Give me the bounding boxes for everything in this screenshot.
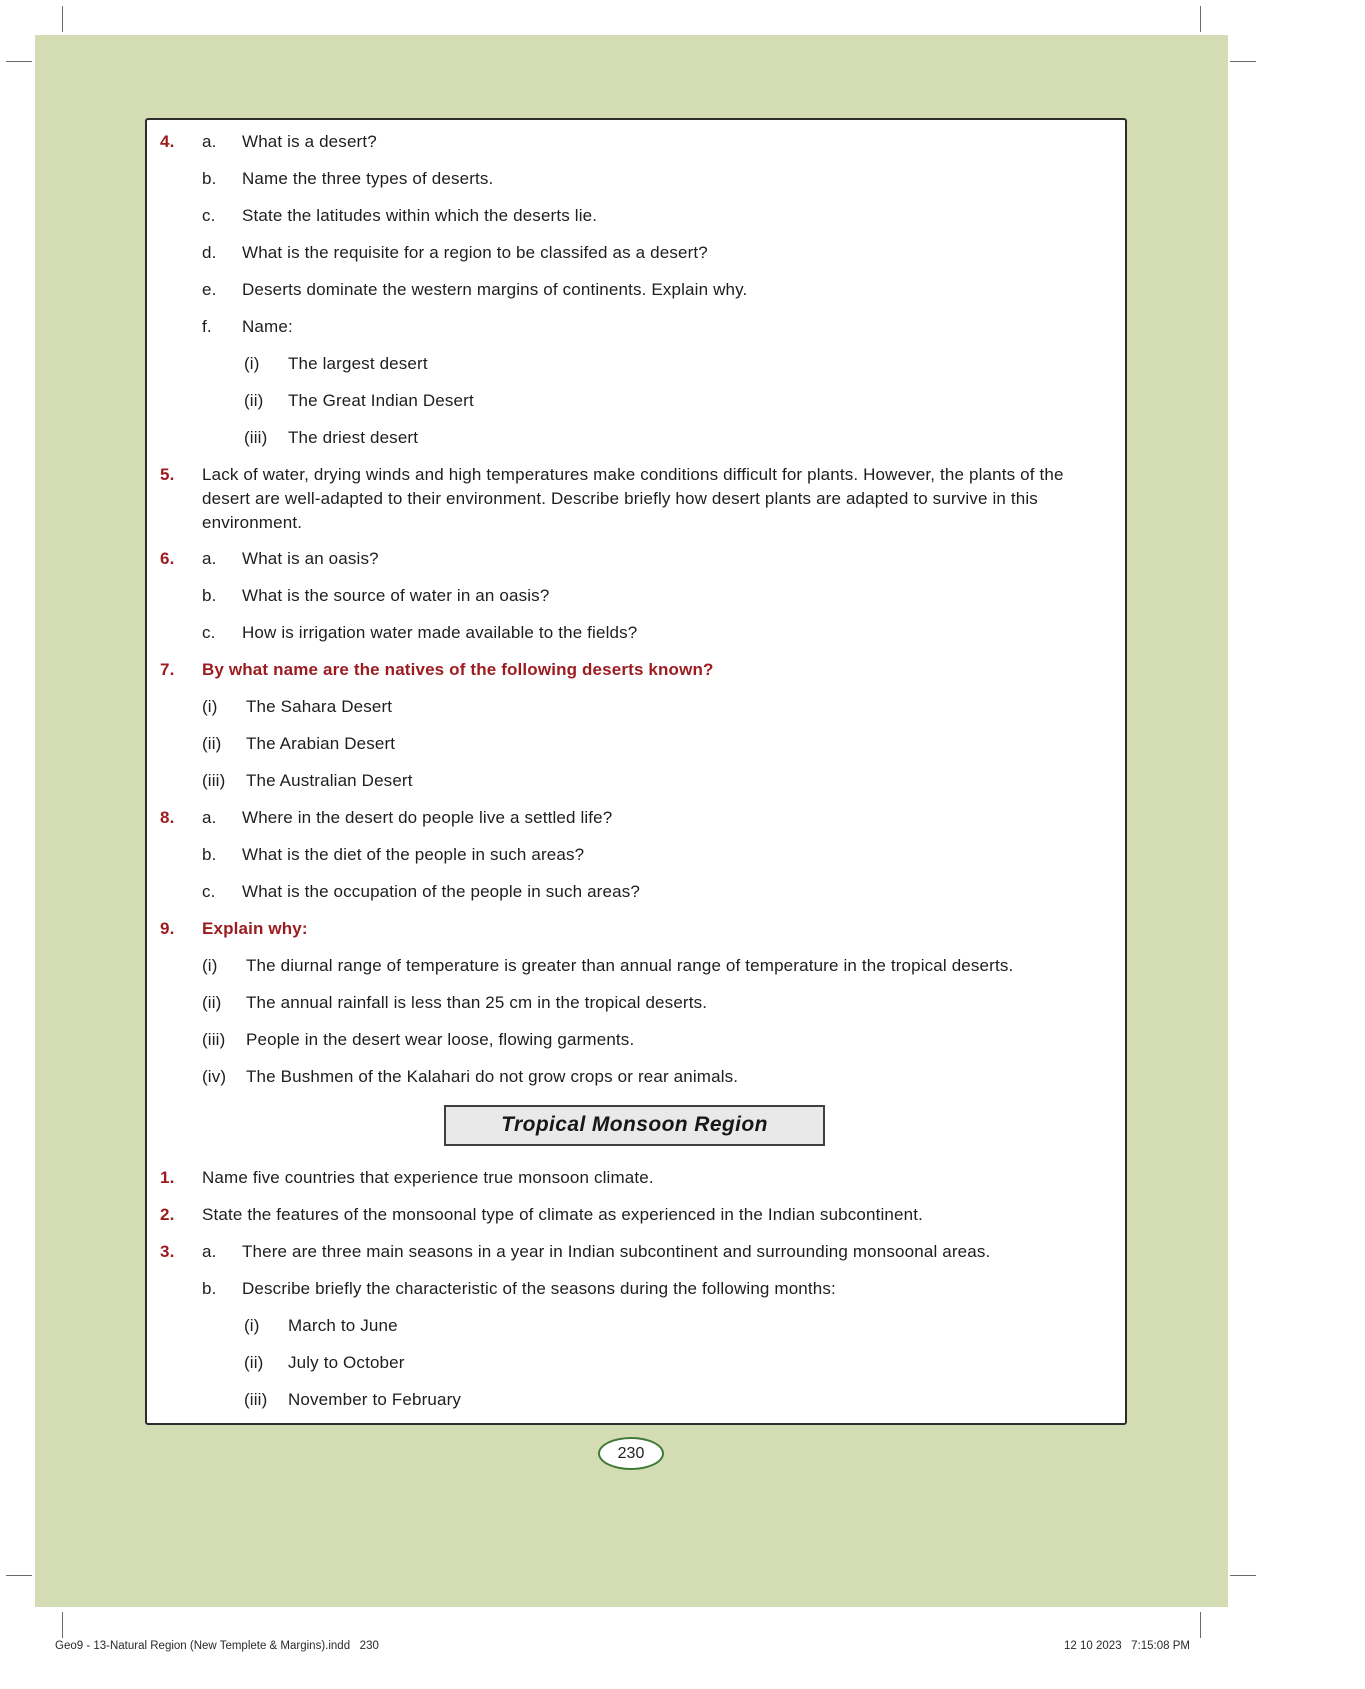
question-row bbox=[160, 1277, 1109, 1301]
question-number: 1. bbox=[160, 1168, 175, 1188]
question-row bbox=[160, 658, 1109, 682]
question-row bbox=[160, 621, 1109, 645]
question-text: July to October bbox=[288, 1353, 405, 1373]
question-letter: c. bbox=[202, 623, 216, 643]
question-row bbox=[160, 1388, 1109, 1412]
question-letter: b. bbox=[202, 586, 217, 606]
question-roman: (iii) bbox=[202, 1030, 226, 1050]
question-text: The Bushmen of the Kalahari do not grow crops or rear animals. bbox=[246, 1067, 739, 1087]
question-text: The diurnal range of temperature is greater than annual range of temperature in the tropical deserts. bbox=[246, 956, 1014, 976]
question-row bbox=[160, 584, 1109, 608]
question-text: What is an oasis? bbox=[242, 549, 379, 569]
page-background bbox=[35, 35, 1228, 1607]
question-row bbox=[160, 463, 1109, 534]
question-number: 2. bbox=[160, 1205, 175, 1225]
question-roman: (iii) bbox=[244, 1390, 268, 1410]
question-row bbox=[160, 315, 1109, 339]
question-letter: d. bbox=[202, 243, 217, 262]
question-text: Name five countries that experience true monsoon climate. bbox=[202, 1168, 654, 1188]
question-letter: a. bbox=[202, 808, 217, 828]
question-letter: c. bbox=[202, 882, 216, 902]
question-number: 9. bbox=[160, 919, 175, 939]
question-text: Describe briefly the characteristic of the seasons during the following months: bbox=[242, 1279, 836, 1299]
question-text: There are three main seasons in a year in Indian subcontinent and surrounding monsoonal areas. bbox=[242, 1242, 991, 1262]
question-number: 6. bbox=[160, 549, 175, 569]
question-number: 5. bbox=[160, 465, 175, 484]
question-letter: b. bbox=[202, 1279, 217, 1299]
question-roman: (iii) bbox=[202, 771, 226, 791]
question-letter: a. bbox=[202, 549, 217, 569]
question-number: 8. bbox=[160, 808, 175, 828]
question-row bbox=[160, 426, 1109, 450]
crop-mark bbox=[1200, 6, 1201, 32]
question-row bbox=[160, 695, 1109, 719]
question-row bbox=[160, 547, 1109, 571]
page-number: 230 bbox=[617, 1444, 645, 1462]
question-roman: (ii) bbox=[202, 734, 222, 754]
question-row bbox=[160, 1028, 1109, 1052]
question-row bbox=[160, 352, 1109, 376]
question-text: The Arabian Desert bbox=[246, 734, 396, 754]
question-roman: (iv) bbox=[202, 1067, 227, 1087]
question-letter: f. bbox=[202, 317, 212, 336]
question-text: State the features of the monsoonal type of climate as experienced in the Indian subcontinent. bbox=[202, 1205, 923, 1225]
footer-filename: Geo9 - 13-Natural Region (New Templete & Margins).indd 230 bbox=[55, 1640, 379, 1652]
question-text: The Australian Desert bbox=[246, 771, 413, 791]
question-roman: (i) bbox=[202, 956, 218, 976]
questions-list bbox=[160, 130, 1109, 1412]
question-row bbox=[160, 843, 1109, 867]
question-text: March to June bbox=[288, 1316, 398, 1336]
question-row bbox=[160, 1065, 1109, 1089]
question-row bbox=[160, 806, 1109, 830]
question-text: Name the three types of deserts. bbox=[242, 169, 494, 188]
crop-mark bbox=[6, 1575, 32, 1576]
question-roman: (iii) bbox=[244, 428, 268, 447]
question-roman: (ii) bbox=[244, 1353, 264, 1373]
question-text: Deserts dominate the western margins of continents. Explain why. bbox=[242, 280, 748, 299]
question-text: Where in the desert do people live a settled life? bbox=[242, 808, 613, 828]
question-row bbox=[160, 991, 1109, 1015]
crop-mark bbox=[62, 6, 63, 32]
question-text: The driest desert bbox=[288, 428, 419, 447]
question-text: How is irrigation water made available to the fields? bbox=[242, 623, 638, 643]
crop-mark bbox=[1200, 1612, 1201, 1638]
question-text: The Sahara Desert bbox=[246, 697, 393, 717]
question-text: Name: bbox=[242, 317, 293, 336]
crop-mark bbox=[1230, 1575, 1256, 1576]
question-text: What is the occupation of the people in such areas? bbox=[242, 882, 640, 902]
questions-box bbox=[145, 118, 1127, 1425]
question-row bbox=[160, 1314, 1109, 1338]
question-text: What is the requisite for a region to be classifed as a desert? bbox=[242, 243, 708, 262]
question-row bbox=[160, 917, 1109, 941]
question-roman: (i) bbox=[244, 1316, 260, 1336]
question-row bbox=[160, 278, 1109, 302]
question-letter: a. bbox=[202, 1242, 217, 1262]
question-row bbox=[160, 130, 1109, 154]
question-letter: a. bbox=[202, 132, 217, 151]
question-number: 3. bbox=[160, 1242, 175, 1262]
question-text: State the latitudes within which the deserts lie. bbox=[242, 206, 598, 225]
question-row bbox=[160, 954, 1109, 978]
question-text: The annual rainfall is less than 25 cm in the tropical deserts. bbox=[246, 993, 708, 1013]
question-text: What is the source of water in an oasis? bbox=[242, 586, 550, 606]
question-row bbox=[160, 880, 1109, 904]
page-number-badge bbox=[598, 1437, 664, 1470]
question-row bbox=[160, 732, 1109, 756]
crop-mark bbox=[6, 61, 32, 62]
question-row bbox=[160, 1166, 1109, 1190]
question-text: By what name are the natives of the following deserts known? bbox=[202, 660, 714, 680]
question-text: Lack of water, drying winds and high temperatures make conditions difficult for plants. However, the plants of the desert are well-adapted to their environment. Describe briefly how desert plants are adapted to survive in this environment. bbox=[202, 465, 1064, 532]
question-row bbox=[160, 241, 1109, 265]
question-row bbox=[160, 204, 1109, 228]
question-row bbox=[160, 769, 1109, 793]
crop-mark bbox=[62, 1612, 63, 1638]
question-roman: (ii) bbox=[202, 993, 222, 1013]
section-heading-row bbox=[160, 1105, 1109, 1146]
question-text: What is the diet of the people in such areas? bbox=[242, 845, 585, 865]
question-letter: c. bbox=[202, 206, 216, 225]
question-roman: (i) bbox=[244, 354, 260, 373]
question-text: Explain why: bbox=[202, 919, 308, 939]
question-number: 4. bbox=[160, 132, 175, 151]
question-letter: e. bbox=[202, 280, 217, 299]
question-text: What is a desert? bbox=[242, 132, 377, 151]
question-roman: (i) bbox=[202, 697, 218, 717]
question-text: The largest desert bbox=[288, 354, 428, 373]
section-heading-box: Tropical Monsoon Region bbox=[444, 1105, 825, 1146]
question-row bbox=[160, 1240, 1109, 1264]
question-row bbox=[160, 1203, 1109, 1227]
question-letter: b. bbox=[202, 845, 217, 865]
print-footer bbox=[55, 1640, 1190, 1652]
question-letter: b. bbox=[202, 169, 217, 188]
question-number: 7. bbox=[160, 660, 175, 680]
question-text: The Great Indian Desert bbox=[288, 391, 474, 410]
question-roman: (ii) bbox=[244, 391, 264, 410]
question-text: People in the desert wear loose, flowing garments. bbox=[246, 1030, 635, 1050]
question-row bbox=[160, 167, 1109, 191]
footer-datetime: 12 10 2023 7:15:08 PM bbox=[1064, 1640, 1190, 1652]
crop-mark bbox=[1230, 61, 1256, 62]
question-row bbox=[160, 1351, 1109, 1375]
question-text: November to February bbox=[288, 1390, 462, 1410]
question-row bbox=[160, 389, 1109, 413]
